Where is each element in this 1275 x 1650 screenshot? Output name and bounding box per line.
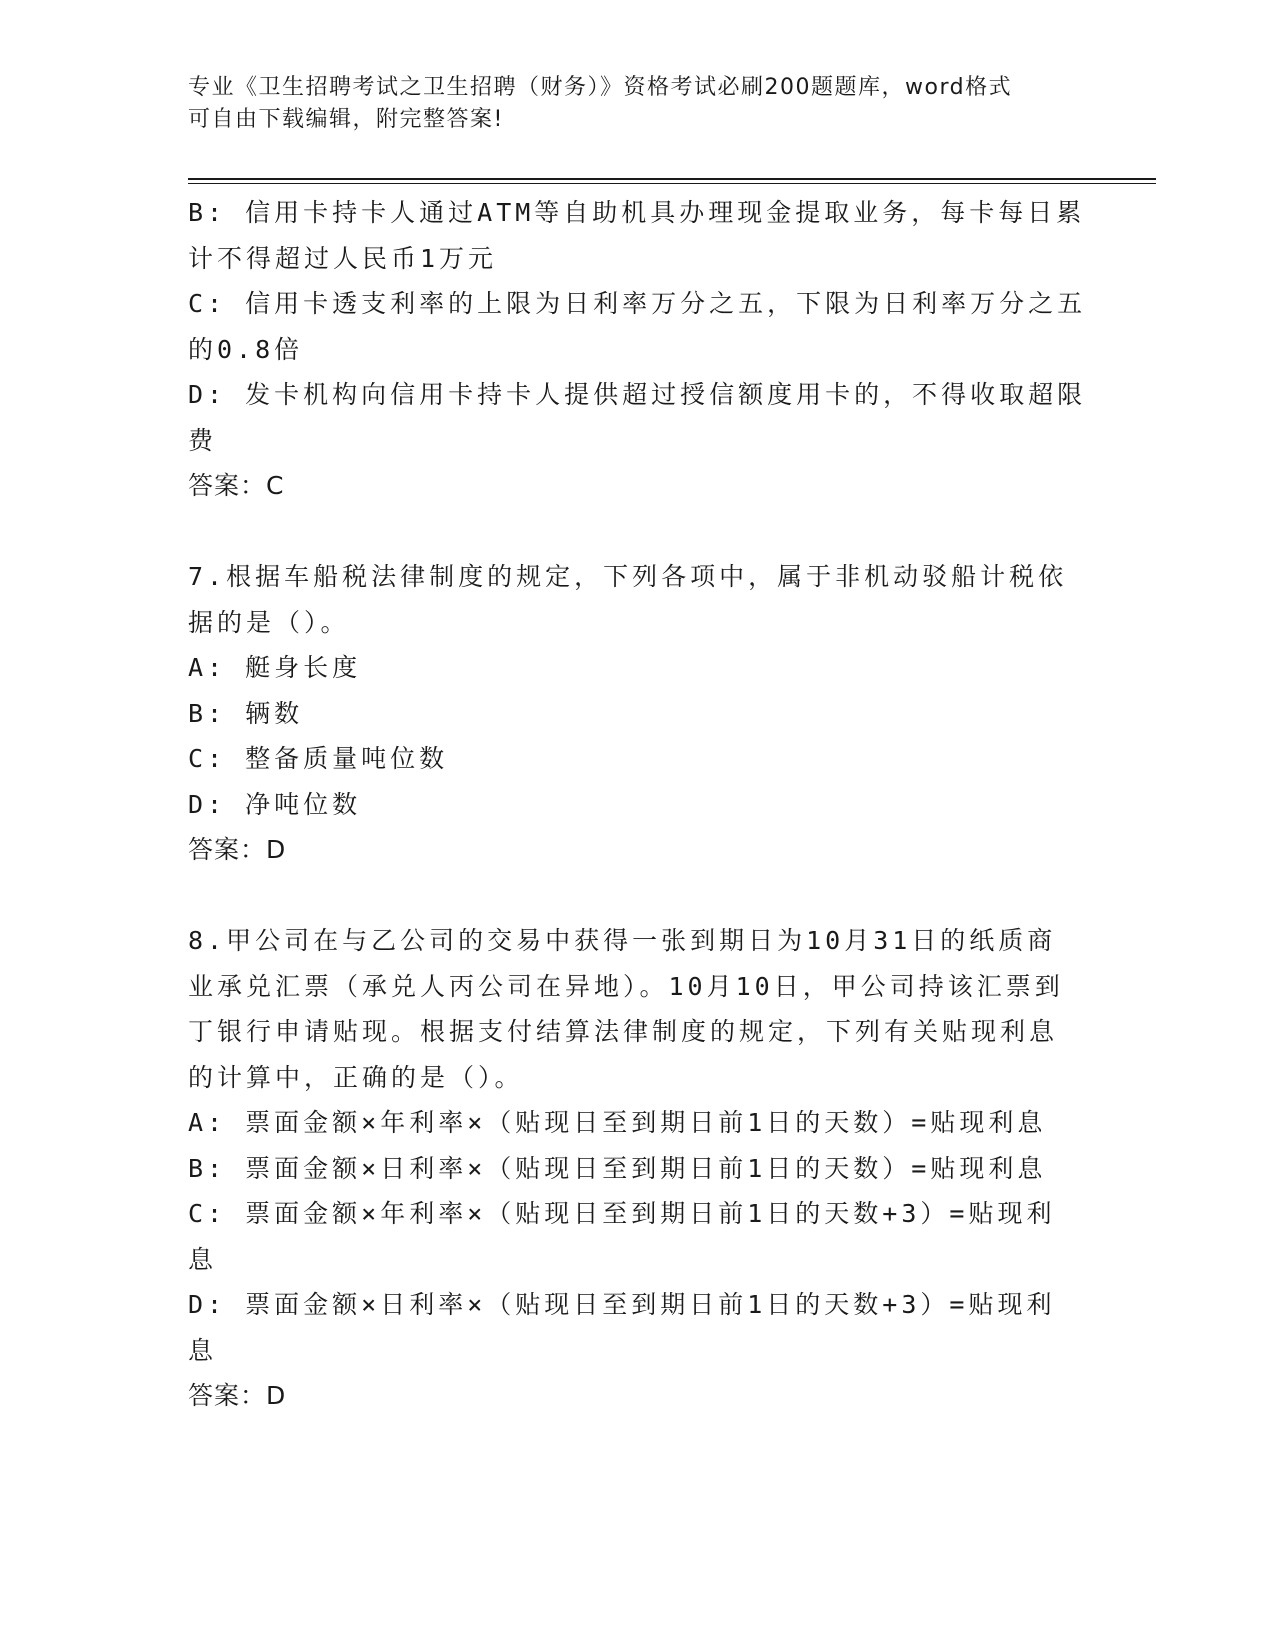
header-line-1: 专业《卫生招聘考试之卫生招聘（财务）》资格考试必刷200题题库，word格式 (188, 75, 1013, 100)
q7-stem-line-2: 据的是（）。 (188, 607, 350, 637)
q6-option-c-line-2: 的0.8倍 (188, 334, 304, 364)
q8-option-b: B: 票面金额×日利率×（贴现日至到期日前1日的天数）=贴现利息 (188, 1153, 1047, 1183)
q8-option-d-line-2: 息 (188, 1335, 218, 1365)
q6-option-b-line-1: B: 信用卡持卡人通过ATM等自助机具办理现金提取业务，每卡每日累 (188, 198, 1086, 227)
q8-stem-line-1: 8.甲公司在与乙公司的交易中获得一张到期日为10月31日的纸质商 (188, 926, 1057, 955)
q8-answer: 答案：D (188, 1381, 287, 1410)
q7-option-d: D: 净吨位数 (188, 789, 362, 819)
question-8 (188, 918, 1108, 1419)
question-7 (188, 554, 1108, 873)
q7-option-c: C: 整备质量吨位数 (188, 744, 449, 773)
header-line-2: 可自由下载编辑，附完整答案! (188, 107, 504, 132)
q7-option-a: A: 艇身长度 (188, 653, 362, 682)
q7-answer: 答案：D (188, 835, 287, 864)
q8-option-c-line-2: 息 (188, 1244, 218, 1274)
q6-option-b-line-2: 计不得超过人民币1万元 (188, 243, 498, 273)
question-6 (188, 190, 1108, 509)
spacer (188, 509, 1108, 555)
q6-option-d-line-2: 费 (188, 425, 218, 455)
header-divider-thin (188, 183, 1156, 184)
question-content (188, 190, 1108, 1419)
q8-stem-line-4: 的计算中，正确的是（）。 (188, 1062, 524, 1092)
q8-stem-line-3: 丁银行申请贴现。根据支付结算法律制度的规定，下列有关贴现利息 (188, 1017, 1059, 1046)
spacer (188, 873, 1108, 919)
q7-stem-line-1: 7.根据车船税法律制度的规定，下列各项中，属于非机动驳船计税依 (188, 562, 1068, 591)
q8-stem-line-2: 业承兑汇票（承兑人丙公司在异地）。10月10日，甲公司持该汇票到 (188, 971, 1064, 1001)
q7-option-b: B: 辆数 (188, 698, 304, 728)
header-divider-thick (188, 178, 1156, 180)
q8-option-d-line-1: D: 票面金额×日利率×（贴现日至到期日前1日的天数+3）=贴现利 (188, 1290, 1056, 1319)
q6-answer: 答案：C (188, 471, 285, 500)
q6-option-d-line-1: D: 发卡机构向信用卡持卡人提供超过授信额度用卡的，不得收取超限 (188, 380, 1087, 409)
document-header (188, 72, 1088, 136)
q6-option-c-line-1: C: 信用卡透支利率的上限为日利率万分之五，下限为日利率万分之五 (188, 289, 1087, 318)
q8-option-c-line-1: C: 票面金额×年利率×（贴现日至到期日前1日的天数+3）=贴现利 (188, 1199, 1056, 1228)
q8-option-a: A: 票面金额×年利率×（贴现日至到期日前1日的天数）=贴现利息 (188, 1108, 1047, 1137)
